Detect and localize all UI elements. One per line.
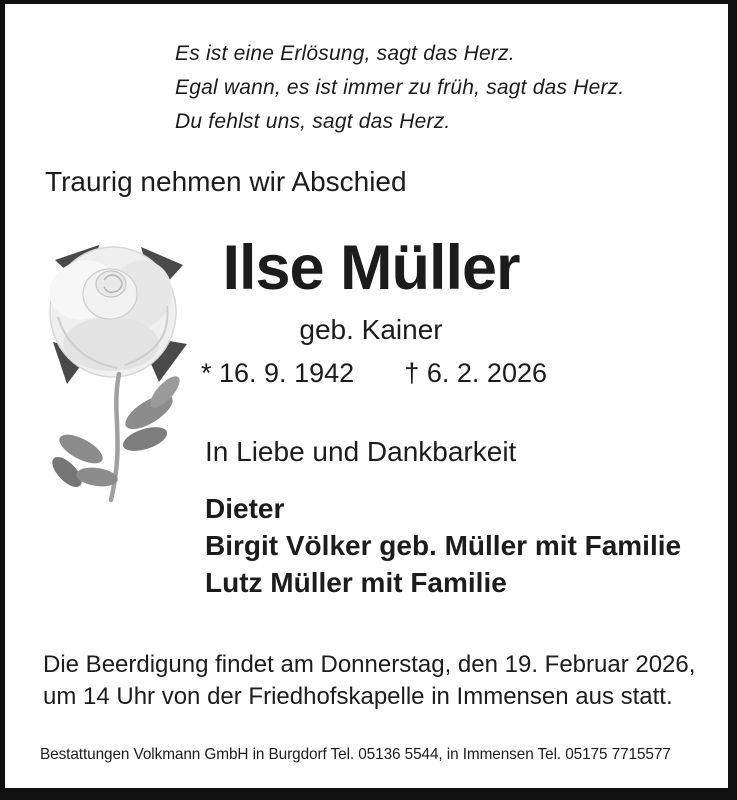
verse-line-2: Egal wann, es ist immer zu früh, sagt das Herz. <box>175 76 625 99</box>
memorial-verse <box>175 37 624 139</box>
death-date: † 6. 2. 2026 <box>404 358 547 388</box>
dedication-line: In Liebe und Dankbarkeit <box>205 436 517 467</box>
mourners-list <box>205 490 681 601</box>
funeral-home-contact: Bestattungen Volkmann GmbH in Burgdorf Tel. 05136 5544, in Immensen Tel. 05175 7715577 <box>40 746 671 763</box>
verse-line-3: Du fehlst uns, sagt das Herz. <box>175 110 451 133</box>
mourner-2: Birgit Völker geb. Müller mit Familie <box>205 530 682 561</box>
deceased-name: Ilse Müller <box>222 233 520 303</box>
funeral-line-2: um 14 Uhr von der Friedhofskapelle in Immensen aus statt. <box>43 683 673 710</box>
funeral-line-1: Die Beerdigung findet am Donnerstag, den 19. Februar 2026, <box>43 651 696 678</box>
rose-icon <box>25 232 205 504</box>
maiden-name: geb. Kainer <box>299 314 443 345</box>
funeral-info <box>43 649 695 713</box>
verse-line-1: Es ist eine Erlösung, sagt das Herz. <box>175 42 515 65</box>
mourner-1: Dieter <box>205 493 285 524</box>
mourner-3: Lutz Müller mit Familie <box>205 567 507 598</box>
birth-date: * 16. 9. 1942 <box>201 358 355 388</box>
life-dates <box>195 358 547 389</box>
farewell-intro: Traurig nehmen wir Abschied <box>45 166 407 197</box>
